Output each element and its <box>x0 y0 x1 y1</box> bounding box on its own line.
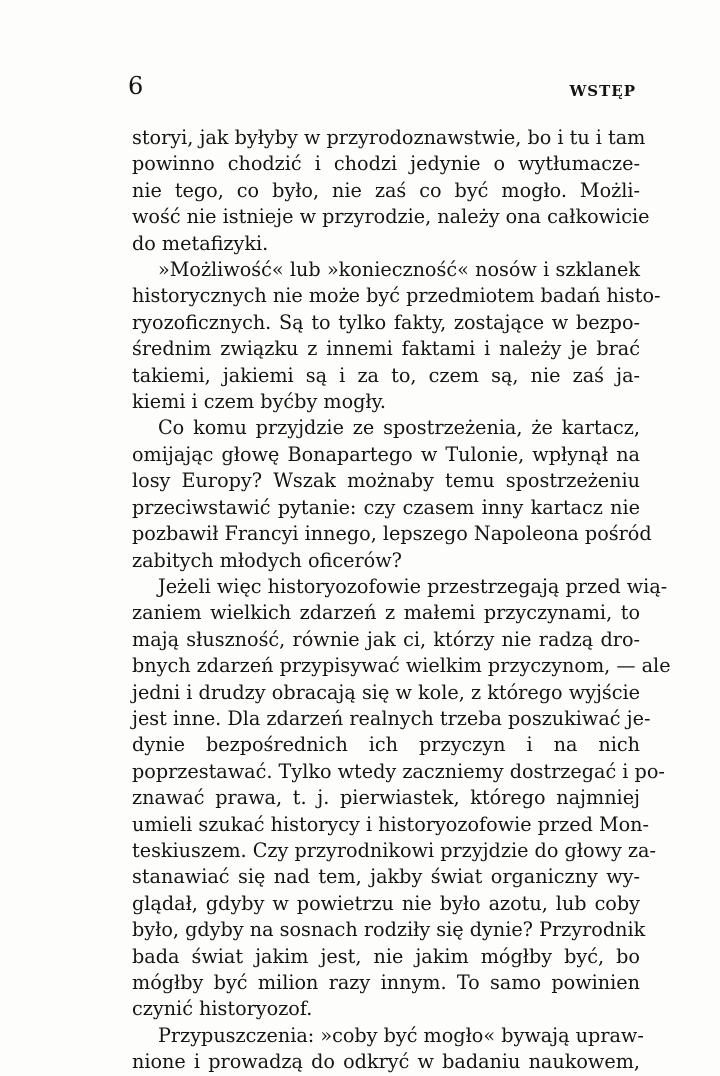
body-text <box>132 125 671 1076</box>
text-line: teskiuszem. Czy przyrodnikowi przyjdzie do głowy za- <box>132 838 656 862</box>
text-line: jest inne. Dla zdarzeń realnych trzeba poszukiwać je- <box>132 706 651 730</box>
text-line: było, gdyby na sosnach rodziły się dynie? Przyrodnik <box>132 918 646 942</box>
text-line: średnim związku z innemi faktami i należy je brać <box>132 337 640 361</box>
text-line: Jeżeli więc historyozofowie przestrzegają przed wią- <box>158 574 668 598</box>
text-line: znawać prawa, t. j. pierwiastek, którego najmniej <box>132 786 640 810</box>
text-line: mają słuszność, równie jak ci, którzy nie radzą dro- <box>132 627 640 651</box>
text-line: umieli szukać historycy i historyozofowie przed Mon- <box>132 812 650 836</box>
text-line: ryozoficznych. Są to tylko fakty, zostające w bezpo- <box>132 310 640 334</box>
text-line: kiemi i czem byćby mogły. <box>132 390 387 414</box>
text-line: dynie bezpośrednich ich przyczyn i na nich <box>132 733 640 757</box>
text-line: historycznych nie może być przedmiotem badań histo- <box>132 284 661 308</box>
text-line: omijając głowę Bonapartego w Tulonie, wpłynął na <box>132 442 640 466</box>
text-line: bnych zdarzeń przypisywać wielkim przyczynom, — ale <box>132 654 671 678</box>
text-line: czynić historyozof. <box>132 997 313 1021</box>
text-line: do metafizyki. <box>132 231 269 255</box>
text-line: storyi, jak byłyby w przyrodoznawstwie, bo i tu i tam <box>132 126 646 149</box>
text-line: powinno chodzić i chodzi jedynie o wytłumacze- <box>132 152 640 176</box>
text-line: zabitych młodych oficerów? <box>132 548 402 572</box>
text-line: nione i prowadzą do odkryć w badaniu naukowem, <box>132 1050 640 1074</box>
text-line: poprzestawać. Tylko wtedy zaczniemy dostrzegać i po- <box>132 759 665 783</box>
text-line: jedni i drudzy obracają się w kole, z którego wyjście <box>132 680 640 704</box>
text-line: Przypuszczenia: »coby być mogło« bywają upraw- <box>158 1023 644 1047</box>
text-line: bada świat jakim jest, nie jakim mógłby być, bo <box>132 944 640 968</box>
text-line: stanawiać się nad tem, jakby świat organiczny wy- <box>132 865 640 889</box>
page-number: 6 <box>128 72 144 100</box>
text-line: przeciwstawić pytanie: czy czasem inny kartacz nie <box>132 495 640 519</box>
text-line: zaniem wielkich zdarzeń z małemi przyczynami, to <box>132 601 640 625</box>
text-line: losy Europy? Wszak możnaby temu spostrzeżeniu <box>132 469 640 493</box>
text-line: Co komu przyjdzie ze spostrzeżenia, że kartacz, <box>158 416 640 440</box>
running-head: WSTĘP <box>569 82 636 100</box>
text-line: takiemi, jakiemi są i za to, czem są, nie zaś ja- <box>132 363 640 387</box>
text-line: pozbawił Francyi innego, lepszego Napoleona pośród <box>132 522 652 546</box>
text-line: mógłby być milion razy innym. To samo powinien <box>132 971 640 994</box>
text-line: nie tego, co było, nie zaś co być mogło. Możli- <box>132 178 640 202</box>
text-line: glądał, gdyby w powietrzu nie było azotu, lub coby <box>132 891 640 915</box>
text-line: wość nie istnieje w przyrodzie, należy ona całkowicie <box>132 205 650 229</box>
text-line: »Możliwość« lub »konieczność« nosów i szklanek <box>158 258 640 282</box>
